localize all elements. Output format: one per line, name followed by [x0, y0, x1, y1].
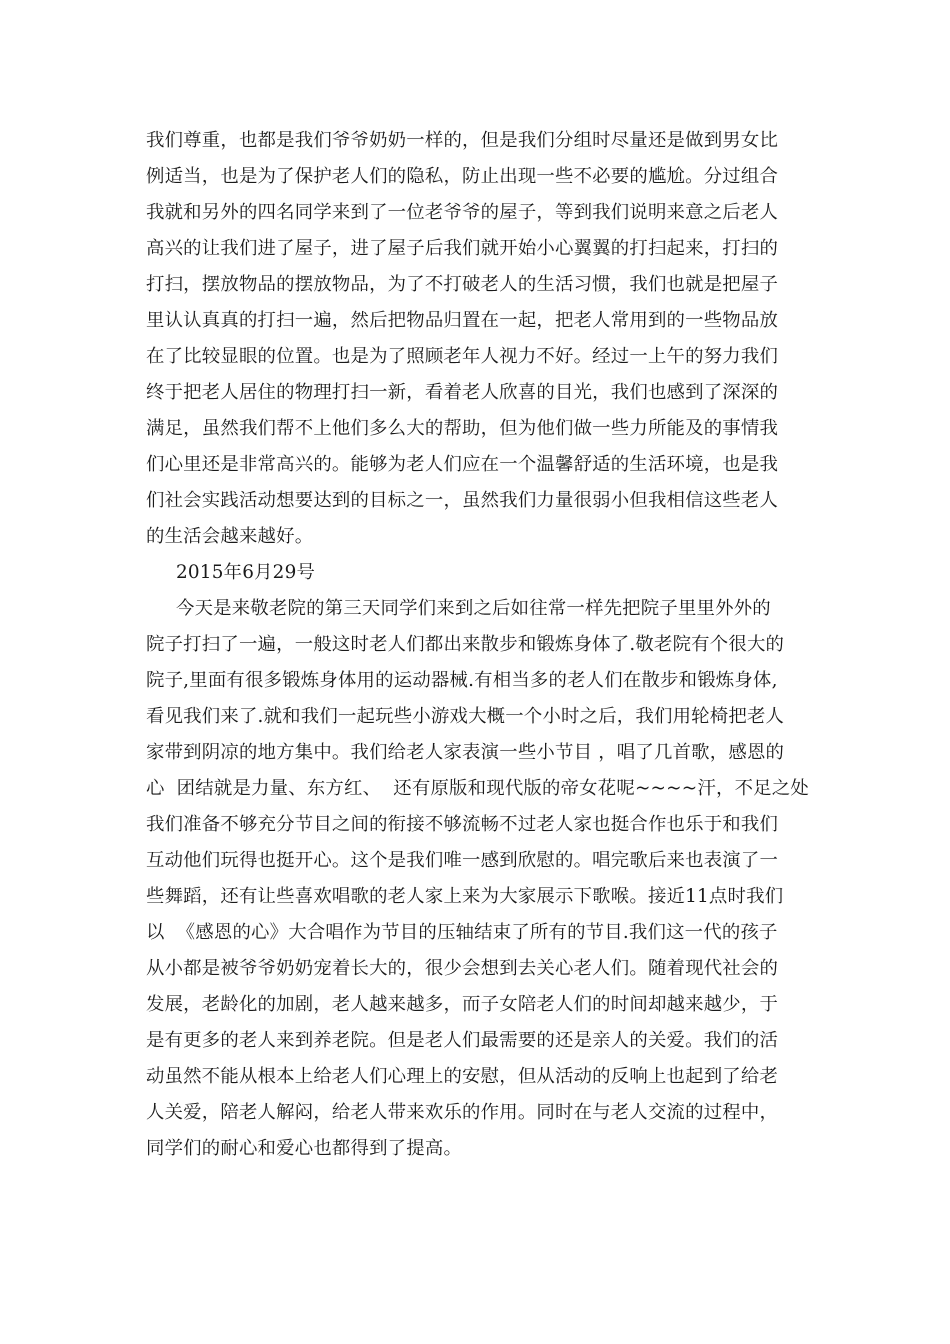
text-line: 打扫，摆放物品的摆放物品，为了不打破老人的生活习惯，我们也就是把屋子: [146, 274, 779, 295]
text-line: 高兴的让我们进了屋子，进了屋子后我们就开始小心翼翼的打扫起来，打扫的: [146, 238, 779, 259]
text-line: 满足，虽然我们帮不上他们多么大的帮助，但为他们做一些力所能及的事情我: [146, 418, 779, 439]
text-line: 们心里还是非常高兴的。能够为老人们应在一个温馨舒适的生活环境，也是我: [146, 454, 779, 475]
text-line: 在了比较显眼的位置。也是为了照顾老年人视力不好。经过一上午的努力我们: [146, 346, 779, 367]
text-line: 院子,里面有很多锻炼身体用的运动器械.有相当多的老人们在散步和锻炼身体,: [146, 670, 778, 691]
text-line: 看见我们来了.就和我们一起玩些小游戏大概一个小时之后，我们用轮椅把老人: [146, 706, 785, 727]
text-line: 从小都是被爷爷奶奶宠着长大的，很少会想到去关心老人们。随着现代社会的: [146, 958, 779, 979]
text-line: 们社会实践活动想要达到的目标之一，虽然我们力量很弱小但我相信这些老人: [146, 490, 779, 511]
text-line: 的生活会越来越好。: [146, 526, 314, 547]
text-line: 今天是来敬老院的第三天同学们来到之后如往常一样先把院子里里外外的: [176, 598, 771, 619]
text-line: 例适当，也是为了保护老人们的隐私，防止出现一些不必要的尴尬。分过组合: [146, 166, 779, 187]
text-line: 以 《感恩的心》大合唱作为节目的压轴结束了所有的节目.我们这一代的孩子: [146, 922, 778, 943]
text-line: 我们准备不够充分节目之间的衔接不够流畅不过老人家也挺合作也乐于和我们: [146, 814, 779, 835]
text-line: 我们尊重，也都是我们爷爷奶奶一样的，但是我们分组时尽量还是做到男女比: [146, 130, 779, 151]
text-line: 我就和另外的四名同学来到了一位老爷爷的屋子，等到我们说明来意之后老人: [146, 202, 779, 223]
text-line: 心 团结就是力量、东方红、 还有原版和现代版的帝女花呢~~~~汗，不足之处: [146, 778, 809, 799]
text-line: 里认认真真的打扫一遍，然后把物品归置在一起，把老人常用到的一些物品放: [146, 310, 779, 331]
text-line: 动虽然不能从根本上给老人们心理上的安慰，但从活动的反响上也起到了给老: [146, 1066, 779, 1087]
date-heading: 2015年6月29号: [176, 562, 316, 583]
text-line: 互动他们玩得也挺开心。这个是我们唯一感到欣慰的。唱完歌后来也表演了一: [146, 850, 779, 871]
text-line: 院子打扫了一遍，一般这时老人们都出来散步和锻炼身体了.敬老院有个很大的: [146, 634, 785, 655]
text-line: 终于把老人居住的物理打扫一新，看着老人欣喜的目光，我们也感到了深深的: [146, 382, 779, 403]
text-line: 家带到阴凉的地方集中。我们给老人家表演一些小节目 ，唱了几首歌，感恩的: [146, 742, 785, 763]
text-line: 是有更多的老人来到养老院。但是老人们最需要的还是亲人的关爱。我们的活: [146, 1030, 779, 1051]
text-line: 同学们的耐心和爱心也都得到了提高。: [146, 1138, 463, 1159]
text-line: 发展，老龄化的加剧，老人越来越多，而子女陪老人们的时间却越来越少，于: [146, 994, 779, 1015]
text-line: 人关爱，陪老人解闷，给老人带来欢乐的作用。同时在与老人交流的过程中，: [146, 1102, 779, 1123]
text-line: 些舞蹈，还有让些喜欢唱歌的老人家上来为大家展示下歌喉。接近11点时我们: [146, 886, 784, 907]
